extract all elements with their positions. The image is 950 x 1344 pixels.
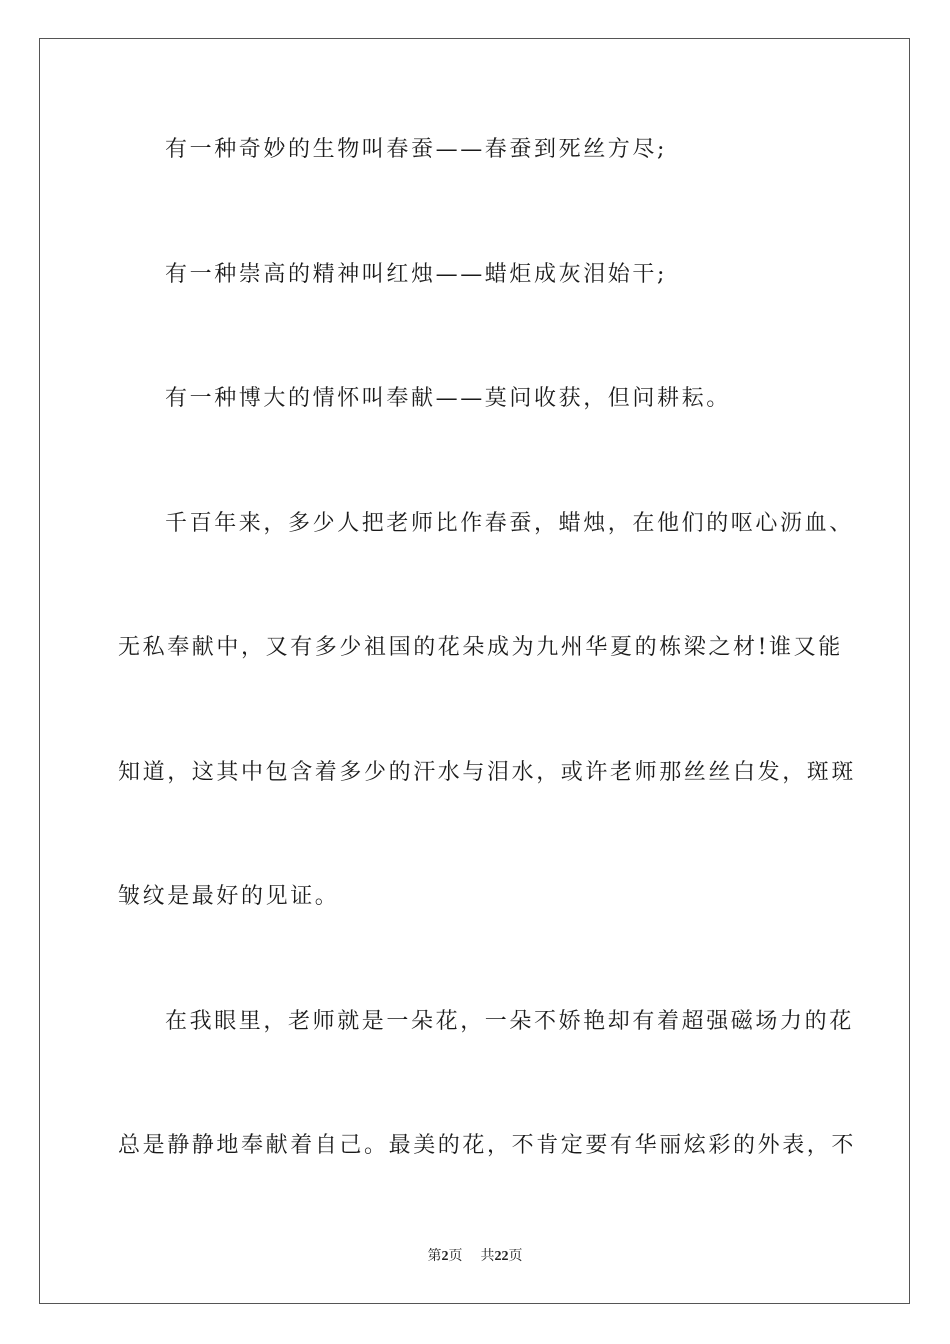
paragraph-line-8: 在我眼里，老师就是一朵花，一朵不娇艳却有着超强磁场力的花 [165, 1009, 854, 1034]
paragraph-line-3: 有一种博大的情怀叫奉献——莫问收获，但问耕耘。 [165, 386, 731, 411]
paragraph-line-9: 总是静静地奉献着自己。最美的花，不肯定要有华丽炫彩的外表，不 [118, 1133, 857, 1158]
page-footer [0, 1247, 950, 1267]
page-number: 2 [441, 1249, 449, 1264]
total-suffix: 页 [508, 1249, 523, 1264]
paragraph-line-4: 千百年来，多少人把老师比作春蚕，蜡烛，在他们的呕心沥血、 [165, 511, 854, 536]
total-prefix: 共 [480, 1249, 495, 1264]
page-prefix: 第 [427, 1249, 442, 1264]
paragraph-line-7: 皱纹是最好的见证。 [118, 884, 340, 909]
page-suffix: 页 [448, 1249, 463, 1264]
page-border [39, 38, 910, 1304]
paragraph-line-2: 有一种崇高的精神叫红烛——蜡炬成灰泪始干; [165, 262, 668, 287]
paragraph-line-1: 有一种奇妙的生物叫春蚕——春蚕到死丝方尽; [165, 137, 668, 162]
total-pages: 22 [494, 1249, 509, 1264]
paragraph-line-6: 知道，这其中包含着多少的汗水与泪水，或许老师那丝丝白发，斑斑 [118, 760, 857, 785]
paragraph-line-5: 无私奉献中，又有多少祖国的花朵成为九州华夏的栋梁之材!谁又能 [118, 635, 843, 660]
